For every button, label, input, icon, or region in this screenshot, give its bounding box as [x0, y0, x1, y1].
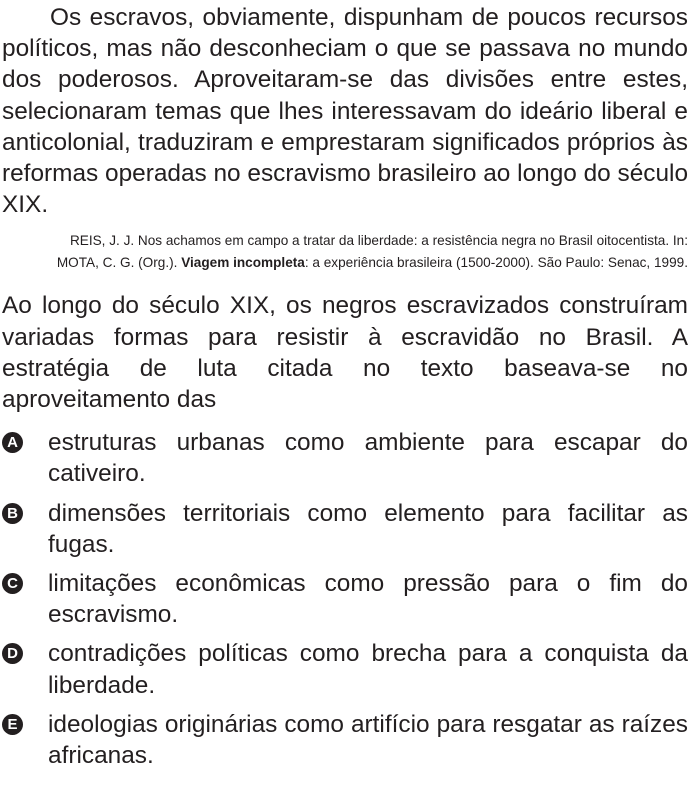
citation-reference: REIS, J. J. Nos achamos em campo a tratar da liberdade: a resistência negra no Brasil oitocentista. In: MOTA, C. G. (Org.).: [56, 233, 688, 271]
option-e-text: ideologias originárias como artifício para resgatar as raízes africanas.: [48, 710, 688, 770]
citation: [2, 230, 688, 274]
option-a-text: estruturas urbanas como ambiente para escapar do cativeiro.: [48, 429, 688, 488]
option-b-text: dimensões territoriais como elemento para facilitar as fugas.: [48, 499, 688, 558]
option-c-letter-icon: C: [2, 573, 23, 594]
citation-book-title: Viagem incompleta: [181, 255, 305, 271]
option-b[interactable]: [2, 498, 688, 560]
option-d[interactable]: [2, 638, 688, 700]
question-stem: Ao longo do século XIX, os negros escravizados construíram variadas formas para resistir à escravidão no Brasil. A estratégia de luta citada no texto baseava-se no aproveitamento das: [2, 292, 688, 414]
option-d-letter-icon: D: [2, 643, 23, 664]
option-e[interactable]: [2, 709, 688, 771]
question-page: [2, 2, 688, 779]
option-b-letter-icon: B: [2, 503, 23, 524]
passage-text: Os escravos, obviamente, dispunham de poucos recursos políticos, mas não desconheciam o que se passava no mundo dos poderosos. Aproveitaram-se das divisões entre estes, selecionaram temas que lhes interessavam do ideário liberal e anticolonial, traduziram e emprestaram significados próprios às reformas operadas no escravismo brasileiro ao longo do século XIX.: [2, 4, 689, 219]
option-a-letter-icon: A: [2, 432, 23, 453]
answer-options: [2, 427, 688, 771]
option-c-text: limitações econômicas como pressão para o fim do escravismo.: [48, 570, 688, 629]
option-a[interactable]: [2, 427, 688, 489]
option-d-text: contradições políticas como brecha para a conquista da liberdade.: [48, 640, 688, 699]
citation-publication: : a experiência brasileira (1500-2000). São Paulo: Senac, 1999.: [304, 255, 688, 271]
option-e-letter-icon: E: [2, 714, 23, 735]
option-c[interactable]: [2, 568, 688, 630]
